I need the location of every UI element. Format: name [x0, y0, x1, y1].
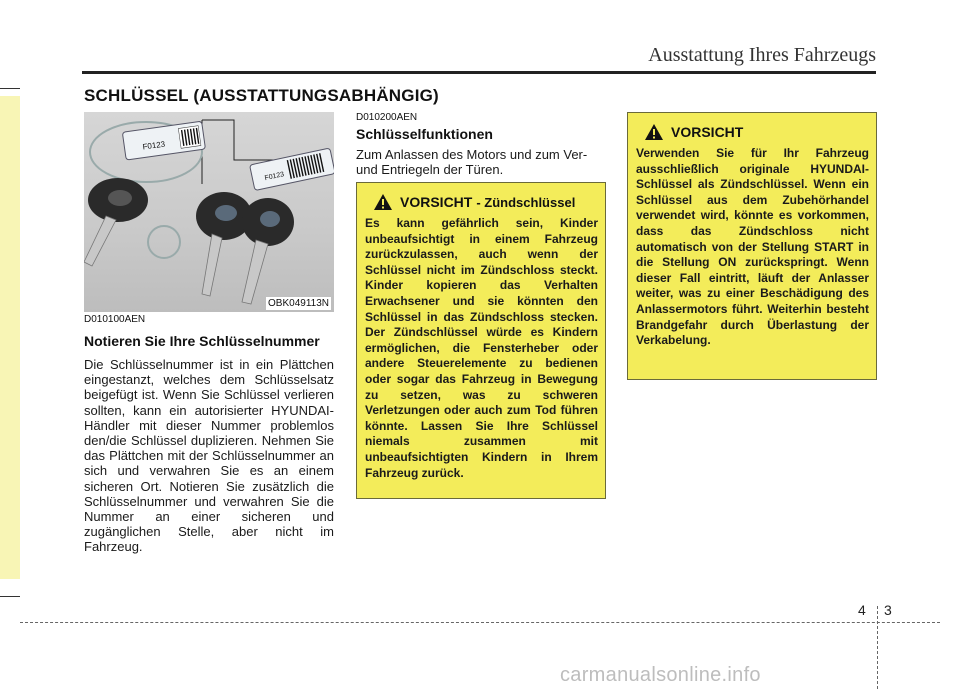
keys-illustration — [84, 112, 334, 312]
key-functions-heading: Schlüsselfunktionen — [356, 126, 493, 142]
key-number-section — [84, 314, 334, 555]
warning-header — [365, 193, 598, 211]
reference-code: D010200AEN — [356, 112, 418, 123]
warning-label: VORSICHT — [400, 194, 473, 210]
warning-text: Es kann gefährlich sein, Kinder unbeaufsichtigt in einem Fahrzeug zurückzulassen, auch wenn der Schlüssel nicht im Zündschloss steckt. Kinder kopieren das Verhalten Erwachsener und sie könnten den Schlüssel in das Zündschloss stecken. Der Zündschlüssel würde es Kindern ermöglichen, die Fensterheber oder andere Steuerelemente zu bedienen oder sogar das Fahrzeug in Bewegung zu setzen, was zu schweren Verletzungen oder auch zum Tod führen könnte. Lassen Sie Ihre Schlüssel niemals zusammen mit unbeaufsichtigten Kindern in Ihrem Fahrzeug zurück. — [365, 216, 598, 480]
footer-divider — [877, 606, 878, 689]
key-photo — [84, 112, 334, 312]
warning-box-ignition-key — [356, 182, 606, 499]
key-number-heading: Notieren Sie Ihre Schlüsselnummer — [84, 333, 320, 349]
warning-header — [636, 123, 869, 141]
key-number-body: Die Schlüsselnummer ist in ein Plättchen eingestanzt, welches dem Schlüsselsatz beigefügt ist. Wenn Sie Schlüssel verlieren sollten, kann ein autorisierter HYUNDAI-Händler mit dieser Nummer problemlos den/die Schlüssel duplizieren. Nehmen Sie das Plättchen mit der Schlüsselnummer an sich und verwahren Sie es an einem sicheren Ort. Notieren Sie zusätzlich die Schlüsselnummer und verwahren Sie die Nummer an einer sicheren und zugänglichen Stelle, aber nicht im Fahrzeug. — [84, 357, 334, 555]
warning-triangle-icon — [644, 123, 664, 141]
page-number: 3 — [884, 602, 892, 618]
key-tag-label: F0123 — [141, 139, 166, 152]
warning-box-original-keys — [627, 112, 877, 380]
watermark: carmanualsonline.info — [560, 664, 761, 686]
footer-rule — [20, 622, 940, 623]
chapter-title: Ausstattung Ihres Fahrzeugs — [648, 44, 876, 66]
warning-text: Verwenden Sie für Ihr Fahrzeug ausschließlich originale HYUNDAI-Schlüssel als Zündschlüssel. Wenn ein Schlüssel aus dem Zubehörhandel verwendet wird, könnte es vorkommen, dass das Zündschloss nicht automatisch von der Stellung START in die Stellung ON zurückspringt. Wenn dieser Fall eintritt, läuft der Anlasser weiter, was zu einer Beschädigung des Anlassermotors führt. Weiterhin besteht Brandgefahr durch Überlastung der Verkabelung. — [636, 146, 869, 348]
warning-label: VORSICHT — [671, 124, 744, 140]
side-tab-band — [0, 96, 20, 579]
chapter-number: 4 — [858, 602, 866, 618]
warning-sublabel: - Zündschlüssel — [476, 194, 576, 210]
key-tag-label: F0123 — [264, 171, 285, 183]
side-tick-top — [0, 88, 20, 89]
reference-code: D010100AEN — [84, 314, 146, 325]
warning-triangle-icon — [373, 193, 393, 211]
section-title: SCHLÜSSEL (AUSSTATTUNGSABHÄNGIG) — [84, 86, 439, 105]
key-functions-section — [356, 112, 606, 177]
key-functions-body: Zum Anlassen des Motors und zum Ver- und Entriegeln der Türen. — [356, 147, 588, 178]
side-tick-bottom — [0, 596, 20, 597]
figure-code: OBK049113N — [268, 298, 329, 309]
header-rule — [82, 71, 876, 74]
